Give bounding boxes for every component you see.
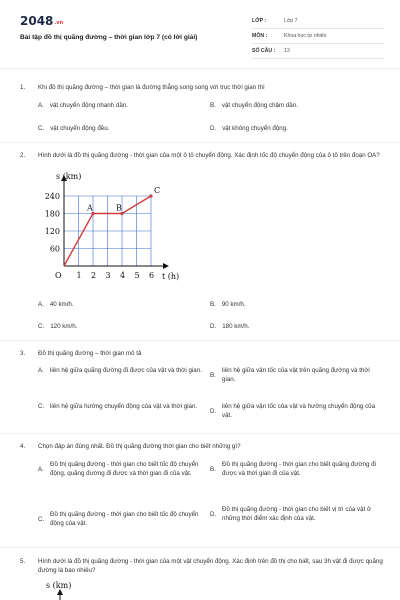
q2-option-c[interactable]: C. 120 km/h. [38,323,78,330]
distance-time-chart-2 [40,580,100,600]
meta-key: SỐ CÂU : [252,48,276,54]
q3-option-b[interactable]: B. liên hệ giữa vận tốc của vật trên quãng đường và thời gian. [210,367,370,383]
y-tick-label: 180 [44,209,60,219]
question-stem: Hình dưới là đồ thị quãng đường - thời gian của một vật chuyển động. Xác định trên đồ thị cho biết, sau 3h vật đi được quãng đường là bao nhiêu? [38,558,383,574]
q3-option-a[interactable]: A. liên hệ giữa quãng đường đi được của vật và thời gian. [38,367,202,374]
q4-option-d[interactable]: D. Đồ thị quãng đường - thời gian cho biết vị trí của vật ở những thời điểm xác định của vật. [210,506,372,522]
question-5 [20,557,384,575]
y-tick-label: 240 [44,192,60,201]
x-tick-label: 3 [105,271,111,280]
question-stem: Khi đồ thị quãng đường – thời gian là đường thẳng song song với trục thời gian thì [38,84,265,91]
meta-key: LỚP : [252,18,267,24]
x-tick-label: 1 [76,271,82,280]
q4-option-c[interactable]: C. Đồ thị quãng đường - thời gian cho biết tốc độ chuyển động của vật. [38,511,199,527]
meta-key: MÔN : [252,33,268,39]
meta-row-count [252,44,384,59]
q1-option-a[interactable]: A. vật chuyển động nhanh dần. [38,102,128,109]
x-axis-label: t (h) [162,272,180,281]
question-number: 5. [20,558,26,565]
meta-value: Khoa học tự nhiên [284,33,327,39]
meta-value: Lớp 7 [284,18,298,24]
q4-option-a[interactable]: A. Đồ thị quãng đường - thời gian cho biết tốc độ chuyển động, quãng đường đi được và thời gian đi của vật. [38,461,199,477]
point-label: C [154,186,161,195]
meta-row-class [252,14,384,29]
question-1 [20,83,384,92]
question-number: 2. [20,152,26,159]
question-stem: Chọn đáp án đúng nhất. Đồ thị quãng đường thời gian cho biết những gì? [38,443,241,450]
question-number: 4. [20,443,26,450]
q3-option-c[interactable]: C. liên hệ giữa hướng chuyển động của vật và thời gian. [38,403,198,410]
meta-value: 13 [284,48,290,54]
distance-time-chart [34,170,184,286]
header-divider [0,68,400,69]
point-label: A [87,203,93,213]
x-tick-label: 4 [120,271,126,280]
question-separator [0,142,400,143]
y-axis-label: s (km) [46,581,72,590]
question-number: 3. [20,350,26,357]
q2-option-b[interactable]: B. 90 km/h. [210,301,246,308]
point-label: B [116,203,122,213]
meta-row-subject [252,29,384,44]
question-3 [20,349,384,358]
question-2 [20,151,384,160]
q1-option-c[interactable]: C. vật chuyển động đều. [38,125,110,132]
x-tick-label: 6 [149,271,155,280]
question-separator [0,547,400,548]
q1-option-d[interactable]: D. vật không chuyển động. [210,125,288,132]
y-tick-label: 60 [49,244,60,254]
question-number: 1. [20,84,26,91]
question-stem: Đồ thị quãng đường – thời gian mô tả [38,350,142,357]
question-4 [20,442,384,451]
x-tick-label: 5 [134,271,140,280]
origin-label: O [55,271,62,280]
x-tick-label: 2 [91,271,97,280]
y-tick-label: 120 [44,227,60,236]
site-logo[interactable]: $2048^{.vn}$ [20,14,64,28]
q2-option-a[interactable]: A. 40 km/h. [38,301,74,308]
question-separator [0,433,400,434]
y-axis-label: s (km) [56,172,82,181]
question-separator [0,340,400,341]
page-title: Bài tập đồ thị quãng đường – thời gian lớp 7 (có lời giải) [20,34,198,41]
data-point [149,194,152,197]
q4-option-b[interactable]: B. Đồ thị quãng đường - thời gian cho biết quãng đường đi được và thời gian đi của vật. [210,461,376,477]
q1-option-b[interactable]: B. vật chuyển động chậm dần. [210,102,298,109]
q2-option-d[interactable]: D. 180 km/h. [210,323,250,330]
q3-option-d[interactable]: D. liên hệ giữa vận tốc của vật và hướng chuyển động của vật. [210,403,376,419]
question-stem: Hình dưới là đồ thị quãng đường - thời gian của một ô tô chuyển động. Xác định tốc độ chuyển động của ô tô trên đoạn OA? [38,152,380,159]
meta-table [252,14,384,59]
